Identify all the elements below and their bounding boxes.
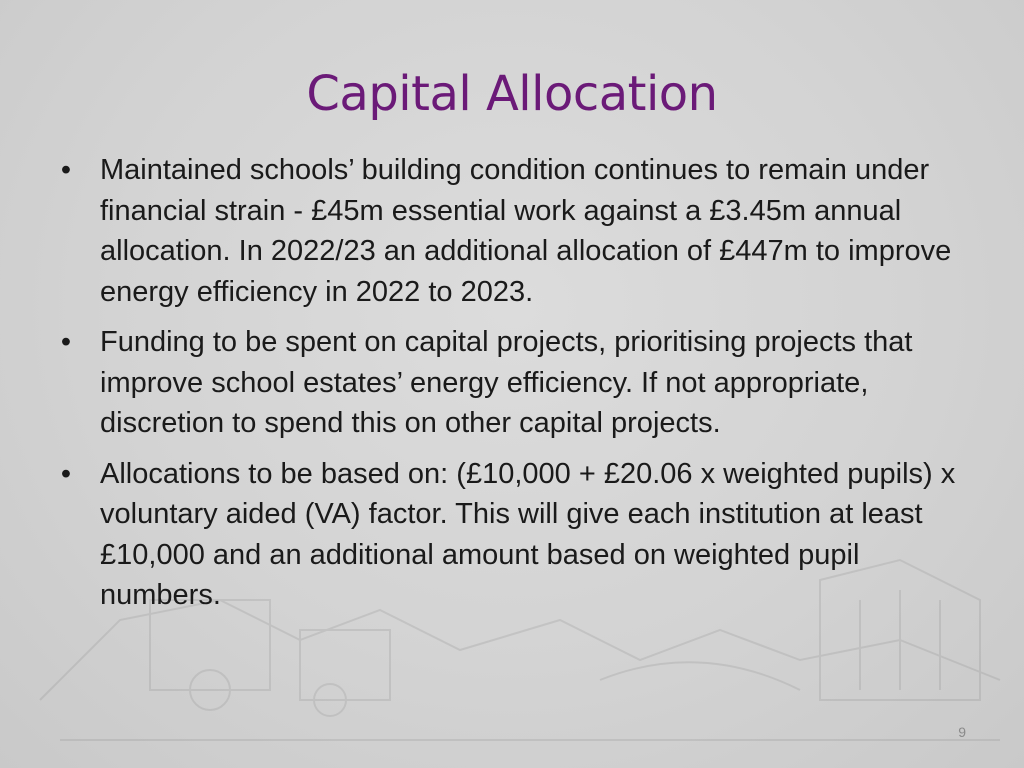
bullet-dot-icon: • <box>60 154 72 186</box>
bullet-text: Funding to be spent on capital projects, prioritising projects that improve school estates’ energy efficiency. If not appropriate, discretion to spend this on other capital projects. <box>100 326 913 439</box>
bullet-item <box>56 322 976 444</box>
slide-title: Capital Allocation <box>306 66 718 122</box>
bullet-item <box>56 150 976 312</box>
bullet-text: Maintained schools’ building condition continues to remain under financial strain - £45m essential work against a £3.45m annual allocation. In 2022/23 an additional allocation of £447m to improve energy efficiency in 2022 to 2023. <box>100 154 952 308</box>
bullet-item <box>56 454 976 616</box>
bullet-dot-icon: • <box>60 457 72 490</box>
bullet-text: Allocations to be based on: (£10,000 + £20.06 x weighted pupils) x voluntary aided (VA) factor. This will give each institution at least £10,000 and an additional amount based on weighted pupil numbers. <box>100 457 956 611</box>
bullet-dot-icon: • <box>60 326 72 358</box>
bullet-list <box>56 150 976 626</box>
page-number: 9 <box>958 724 966 740</box>
